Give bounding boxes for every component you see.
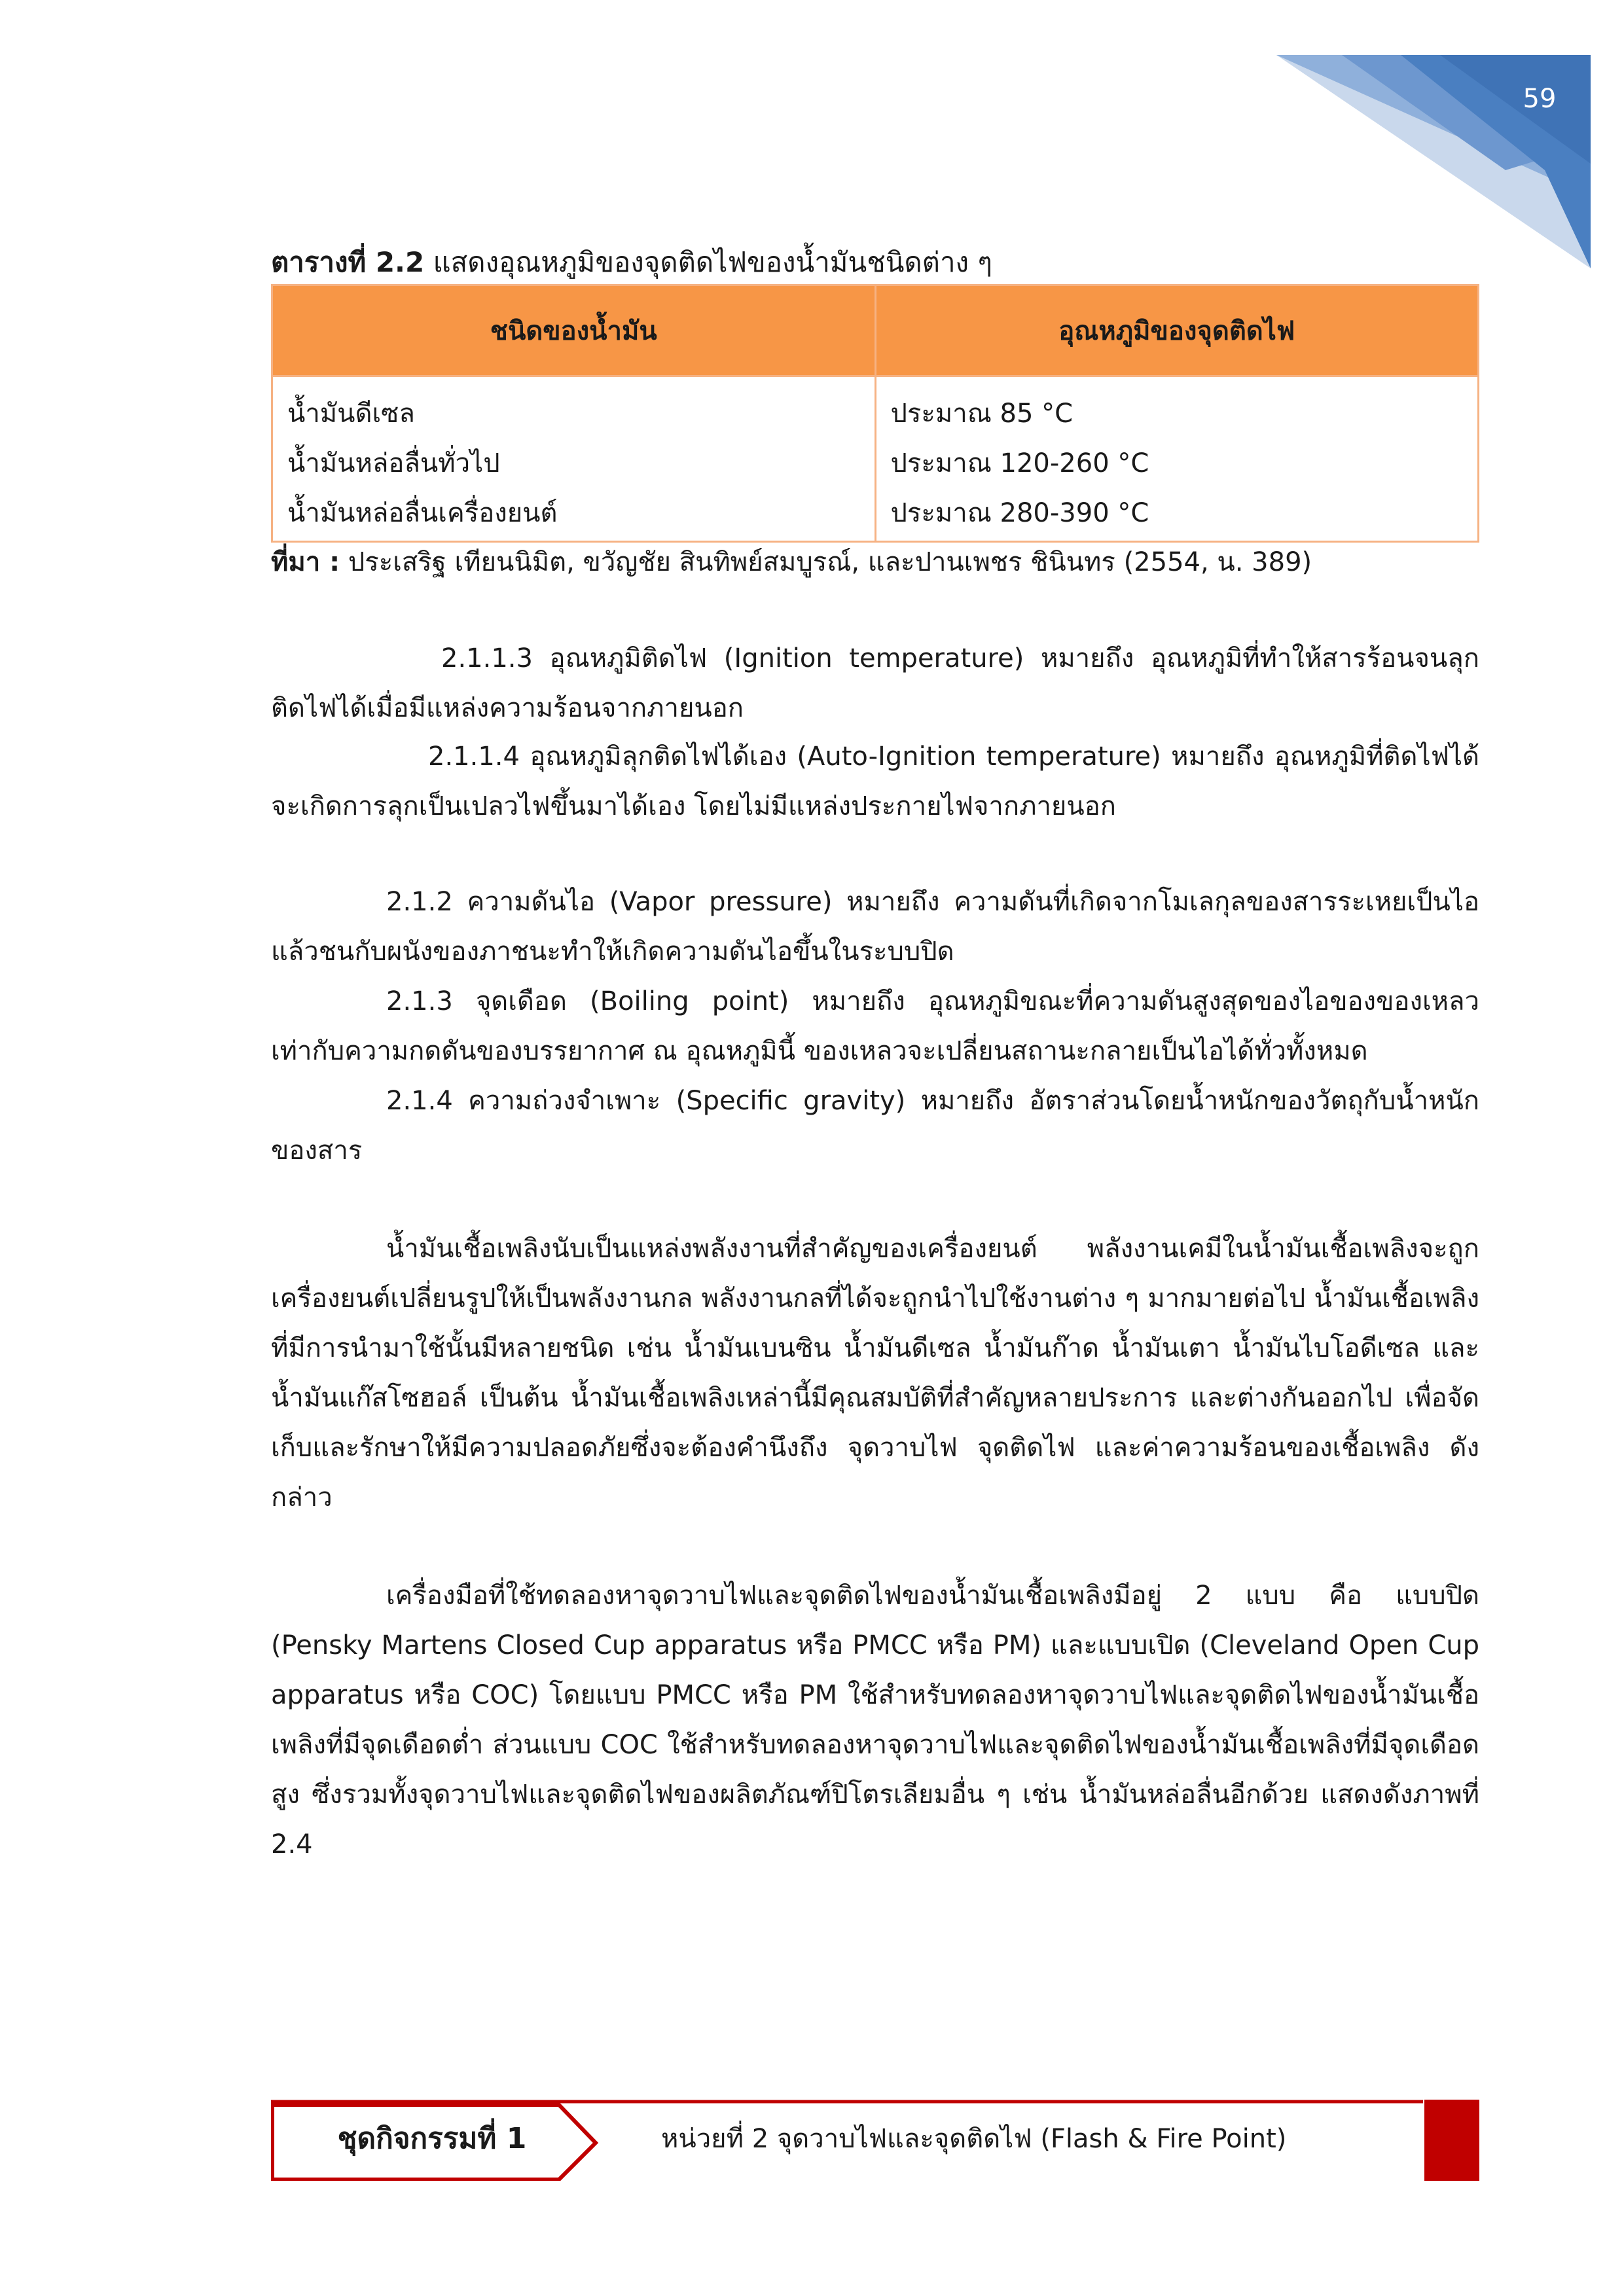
paragraph-specific-gravity: 2.1.4 ความถ่วงจำเพาะ (Specific gravity) หมายถึง อัตราส่วนโดยน้ำหนักของวัตถุกับน้ำหนักของสาร: [271, 1086, 1479, 1166]
ignition-temp: ประมาณ 120-260 °C: [890, 448, 1149, 478]
table-source-label: ที่มา :: [271, 547, 340, 577]
paragraph-ignition-temperature: 2.1.1.3 อุณหภูมิติดไฟ (Ignition temperature) หมายถึง อุณหภูมิที่ทำให้สารร้อนจนลุกติดไฟได้เมื่อมีแหล่งความร้อนจากภายนอก: [271, 643, 1479, 723]
paragraph-auto-ignition: 2.1.1.4 อุณหภูมิลุกติดไฟได้เอง (Auto-Ignition temperature) หมายถึง อุณหภูมิที่ติดไฟได้จะเกิดการลุกเป็นเปลวไฟขึ้นมาได้เอง โดยไม่มีแหล่งประกายไฟจากภายนอก: [271, 742, 1479, 821]
paragraph-boiling-point: 2.1.3 จุดเดือด (Boiling point) หมายถึง อุณหภูมิขณะที่ความดันสูงสุดของไอของของเหลวเท่ากับความกดดันของบรรยากาศ ณ อุณหภูมินี้ ของเหลวจะเปลี่ยนสถานะกลายเป็นไอได้ทั่วทั้งหมด: [271, 986, 1479, 1066]
paragraph-test-apparatus: เครื่องมือที่ใช้ทดลองหาจุดวาบไฟและจุดติดไฟของน้ำมันเชื้อเพลิงมีอยู่ 2 แบบ คือ แบบปิด (Pensky Martens Closed Cup apparatus หรือ PMCC หรือ PM) และแบบเปิด (Cleveland Open Cup apparatus หรือ COC) โดยแบบ PMCC หรือ PM ใช้สำหรับทดลองหาจุดวาบไฟและจุดติดไฟของน้ำมันเชื้อเพลิงที่มีจุดเดือดต่ำ ส่วนแบบ COC ใช้สำหรับทดลองหาจุดวาบไฟและจุดติดไฟของน้ำมันเชื้อเพลิงที่มีจุดเดือดสูง ซึ่งรวมทั้งจุดวาบไฟและจุดติดไฟของผลิตภัณฑ์ปิโตรเลียมอื่น ๆ เช่น น้ำมันหล่อลื่นอีกด้วย แสดงดังภาพที่ 2.4: [271, 1581, 1479, 1859]
page-corner-decoration: [0, 0, 1624, 275]
table-header-row: [272, 285, 1479, 376]
table-header-oil-type: ชนิดของน้ำมัน: [272, 285, 876, 376]
page-number: 59: [1523, 84, 1557, 114]
paragraph-fuel-overview: น้ำมันเชื้อเพลิงนับเป็นแหล่งพลังงานที่สำคัญของเครื่องยนต์ พลังงานเคมีในน้ำมันเชื้อเพลิงจะถูกเครื่องยนต์เปลี่ยนรูปให้เป็นพลังงานกล พลังงานกลที่ได้จะถูกนำไปใช้งานต่าง ๆ มากมายต่อไป น้ำมันเชื้อเพลิงที่มีการนำมาใช้นั้นมีหลายชนิด เช่น น้ำมันเบนซิน น้ำมันดีเซล น้ำมันก๊าด น้ำมันเตา น้ำมันไบโอดีเซล และน้ำมันแก๊สโซฮอล์ เป็นต้น น้ำมันเชื้อเพลิงเหล่านี้มีคุณสมบัติที่สำคัญหลายประการ และต่างกันออกไป เพื่อจัดเก็บและรักษาให้มีความปลอดภัยซึ่งจะต้องคำนึงถึง จุดวาบไฟ จุดติดไฟ และค่าความร้อนของเชื้อเพลิง ดังกล่าว: [271, 1234, 1479, 1513]
table-source-text: ประเสริฐ เทียนนิมิต, ขวัญชัย สินทิพย์สมบูรณ์, และปานเพชร ชินินทร (2554, น. 389): [340, 547, 1312, 577]
table-caption-text: แสดงอุณหภูมิของจุดติดไฟของน้ำมันชนิดต่าง ๆ: [424, 246, 992, 278]
oil-type: น้ำมันหล่อลื่นเครื่องยนต์: [287, 498, 558, 528]
oil-type: น้ำมันหล่อลื่นทั่วไป: [287, 448, 500, 478]
footer-unit-title: หน่วยที่ 2 จุดวาบไฟและจุดติดไฟ (Flash & Fire Point): [661, 2124, 1287, 2154]
paragraph-vapor-pressure: 2.1.2 ความดันไอ (Vapor pressure) หมายถึง ความดันที่เกิดจากโมเลกุลของสารระเหยเป็นไอแล้วชนกับผนังของภาชนะทำให้เกิดความดันไอขึ้นในระบบปิด: [271, 887, 1479, 967]
table-row: [272, 376, 1479, 542]
ignition-temp: ประมาณ 280-390 °C: [890, 498, 1149, 528]
table-source: [271, 541, 1312, 583]
oil-type: น้ำมันดีเซล: [287, 399, 415, 429]
table-cell-temperatures: [875, 376, 1479, 542]
table-cell-oil-types: [272, 376, 876, 542]
table-header-ignition-temp: อุณหภูมิของจุดติดไฟ: [875, 285, 1479, 376]
table-caption: [271, 241, 992, 284]
table-caption-label: ตารางที่ 2.2: [271, 246, 425, 278]
ignition-temperature-table: [271, 284, 1479, 543]
ignition-temp: ประมาณ 85 °C: [890, 399, 1074, 429]
footer-activity-label: ชุดกิจกรรมที่ 1: [337, 2122, 527, 2155]
